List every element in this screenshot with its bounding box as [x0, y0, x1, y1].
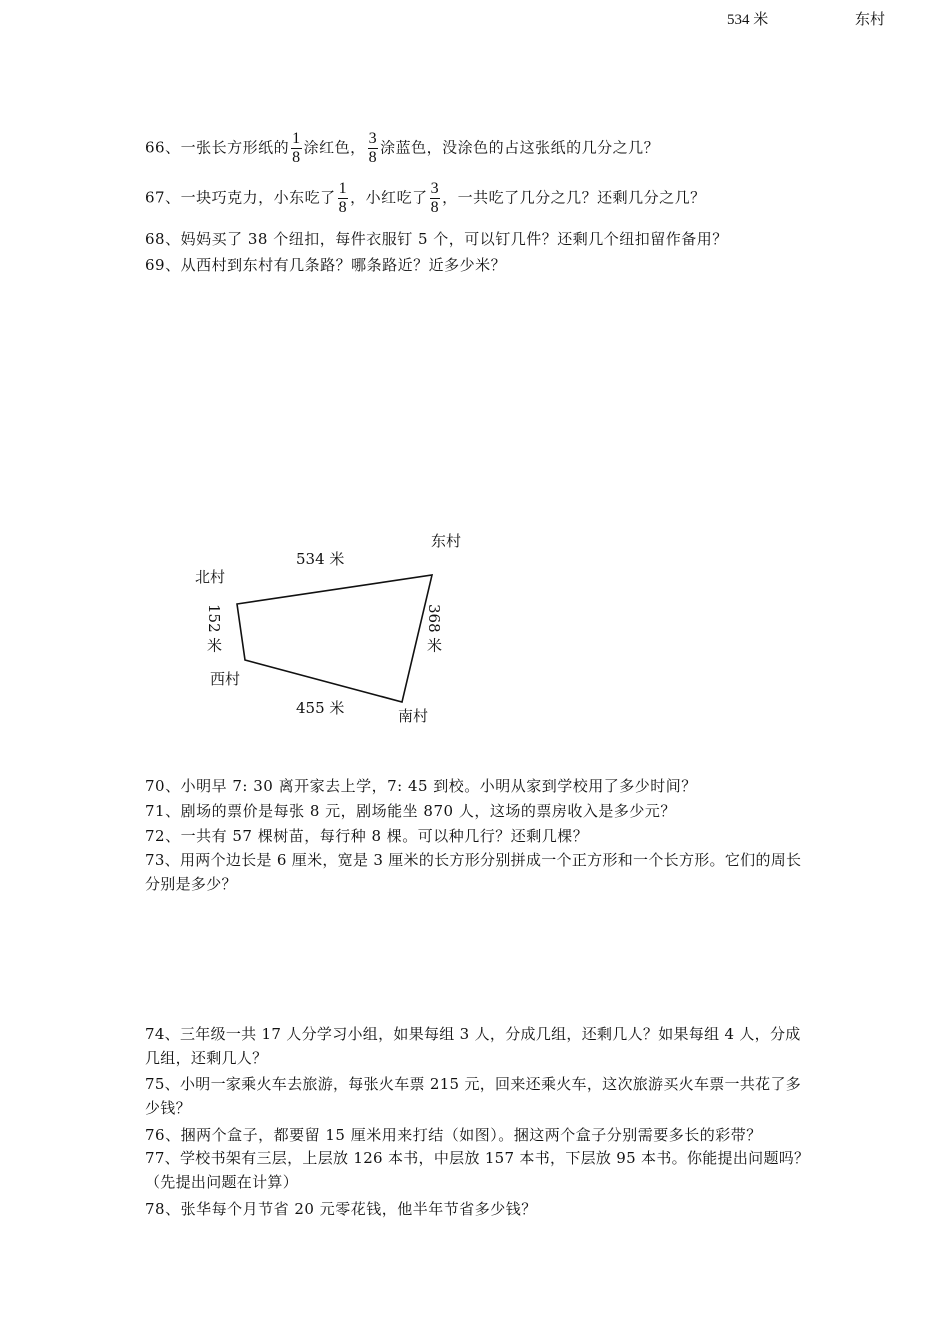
header-distance: 534 米: [727, 12, 769, 28]
q66-mid: 涂红色，: [303, 138, 366, 157]
question-75: 75、小明一家乘火车去旅游，每张火车票 215 元，回来还乘火车，这次旅游买火车票一共花了多少钱？: [145, 1075, 802, 1117]
label-left-distance: 152 米: [205, 604, 223, 653]
question-78: 78、张华每个月节省 20 元零花钱，他半年节省多少钱？: [145, 1200, 537, 1218]
fraction-3-8: $\frac{3}{8}$: [430, 180, 440, 216]
label-south-village: 南村: [398, 707, 429, 725]
q67-suffix: ，一共吃了几分之几？还剩几分之几？: [442, 188, 706, 207]
label-bottom-distance: 455 米: [296, 699, 345, 717]
question-74: 74、三年级一共 17 人分学习小组，如果每组 3 人，分成几组，还剩几人？如果每组 4 人，分成几组，还剩几人？: [145, 1025, 801, 1067]
fraction-1-8: $\frac{1}{8}$: [292, 130, 301, 166]
question-77: 77、学校书架有三层，上层放 126 本书，中层放 157 本书，下层放 95 本书。你能提出问题吗？（先提出问题在计算）: [145, 1149, 810, 1191]
q67-mid: ，小红吃了: [350, 188, 428, 207]
q66-prefix: 66、一张长方形纸的: [145, 138, 290, 157]
quadrilateral-route: [237, 575, 432, 702]
label-right-distance: 368 米: [425, 604, 443, 653]
question-69: 69、从西村到东村有几条路？哪条路近？近多少米？: [145, 256, 507, 274]
q67-prefix: 67、一块巧克力，小东吃了: [145, 188, 336, 207]
label-north-village: 北村: [195, 568, 226, 586]
q66-suffix: 涂蓝色，没涂色的占这张纸的几分之几？: [380, 138, 660, 157]
question-76: 76、捆两个盒子，都要留 15 厘米用来打结（如图）。捆这两个盒子分别需要多长的彩带？: [145, 1126, 762, 1144]
fraction-1-8: $\frac{1}{8}$: [338, 180, 348, 216]
fraction-3-8: $\frac{3}{8}$: [368, 130, 378, 166]
question-68: 68、妈妈买了 38 个纽扣，每件衣服钉 5 个，可以钉几件？还剩几个纽扣留作备用？: [145, 230, 728, 248]
question-70: 70、小明早 7: 30 离开家去上学，7: 45 到校。小明从家到学校用了多少时间？: [145, 777, 697, 795]
header-village: 东村: [855, 12, 886, 28]
label-west-village: 西村: [210, 670, 241, 688]
label-east-village: 东村: [431, 532, 462, 550]
question-71: 71、剧场的票价是每张 8 元，剧场能坐 870 人，这场的票房收入是多少元？: [145, 802, 676, 820]
question-73: 73、用两个边长是 6 厘米，宽是 3 厘米的长方形分别拼成一个正方形和一个长方形。它们的周长分别是多少？: [145, 851, 802, 893]
question-72: 72、一共有 57 棵树苗，每行种 8 棵。可以种几行？还剩几棵？: [145, 827, 589, 845]
label-top-distance: 534 米: [296, 550, 345, 568]
